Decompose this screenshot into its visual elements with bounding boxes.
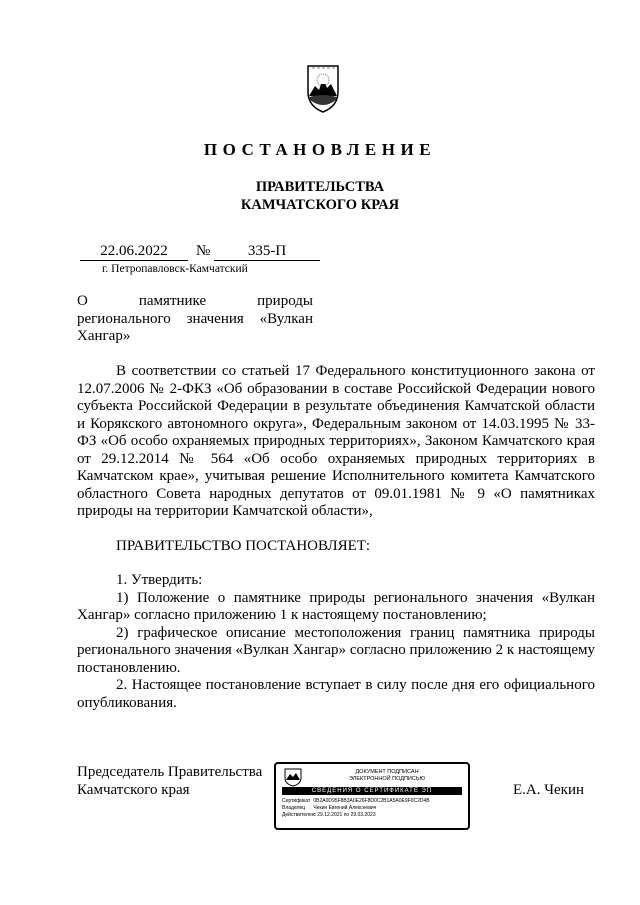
item-1-2: 2) графическое описание местоположения границ памятника природы регионального значения «Вулкан Хангар» согласно приложению 2 к настоящему постановлению.	[77, 624, 595, 676]
preamble-paragraph: В соответствии со статьей 17 Федерального конституционного закона от 12.07.2006 № 2-ФКЗ «Об образовании в составе Российской Федерации нового субъекта Российской Федерации в результате объединения Камчатской области и Корякского автономного округа», Федеральным законом от 14.03.1995 № 33-ФЗ «Об особо охраняемых природных территориях», Законом Камчатского края от 29.12.2014 № 564 «Об особо охраняемых природных территориях в Камчатском крае», учитывая решение Исполнительного комитета Камчатского областного Совета народных депутатов от 09.01.1981 № 9 «О памятниках природы на территории Камчатской области»,	[77, 363, 595, 519]
document-subject: О памятнике природы регионального значения «Вулкан Хангар»	[77, 293, 313, 344]
stamp-cert-title: СВЕДЕНИЯ О СЕРТИФИКАТЕ ЭП	[282, 787, 462, 795]
cert-value: 0B2A0D95F8B3A0E26F8D0C2B1A5A0E9F0C2D4B	[313, 798, 430, 804]
stamp-header-line-1: ДОКУМЕНТ ПОДПИСАН	[355, 769, 419, 775]
signatory-name: Е.А. Чекин	[513, 782, 584, 798]
decree-items	[77, 572, 595, 712]
electronic-signature-stamp	[274, 762, 470, 830]
document-city: г. Петропавловск-Камчатский	[102, 263, 248, 275]
signatory-position	[77, 764, 262, 799]
stamp-owner-row	[282, 805, 466, 811]
owner-value: Чекин Евгений Алексеевич	[313, 805, 377, 811]
owner-label: Владелец	[282, 805, 306, 811]
item-2: 2. Настоящее постановление вступает в силу после дня его официального опубликования.	[77, 677, 595, 711]
item-1: 1. Утвердить:	[116, 572, 203, 588]
document-number: 335-П	[214, 243, 320, 261]
stamp-cert-row	[282, 798, 466, 804]
emblem-small-icon	[282, 767, 304, 787]
cert-label: Сертификат	[282, 798, 311, 804]
issuing-authority	[0, 178, 640, 214]
position-line-1: Председатель Правительства	[77, 764, 263, 780]
decree-line: ПРАВИТЕЛЬСТВО ПОСТАНОВЛЯЕТ:	[116, 537, 371, 554]
position-line-2: Камчатского края	[77, 781, 190, 798]
stamp-header-line-2: ЭЛЕКТРОННОЙ ПОДПИСЬЮ	[348, 775, 426, 782]
item-1-1: 1) Положение о памятнике природы регионального значения «Вулкан Хангар» согласно приложению 1 к настоящему постановлению;	[77, 589, 595, 623]
document-date: 22.06.2022	[80, 243, 188, 261]
document-body	[77, 363, 595, 712]
stamp-header	[312, 769, 462, 782]
kamchatka-emblem-icon	[300, 62, 346, 114]
authority-line-2: КАМЧАТСКОГО КРАЯ	[240, 197, 400, 213]
stamp-valid-row	[282, 812, 466, 818]
number-sign: №	[196, 243, 211, 259]
authority-line-1: ПРАВИТЕЛЬСТВА	[255, 179, 385, 195]
document-title: ПОСТАНОВЛЕНИЕ	[203, 140, 437, 159]
valid-label: Действителен	[282, 812, 315, 818]
valid-value: с 29.12.2021 по 29.03.2023	[313, 812, 376, 818]
